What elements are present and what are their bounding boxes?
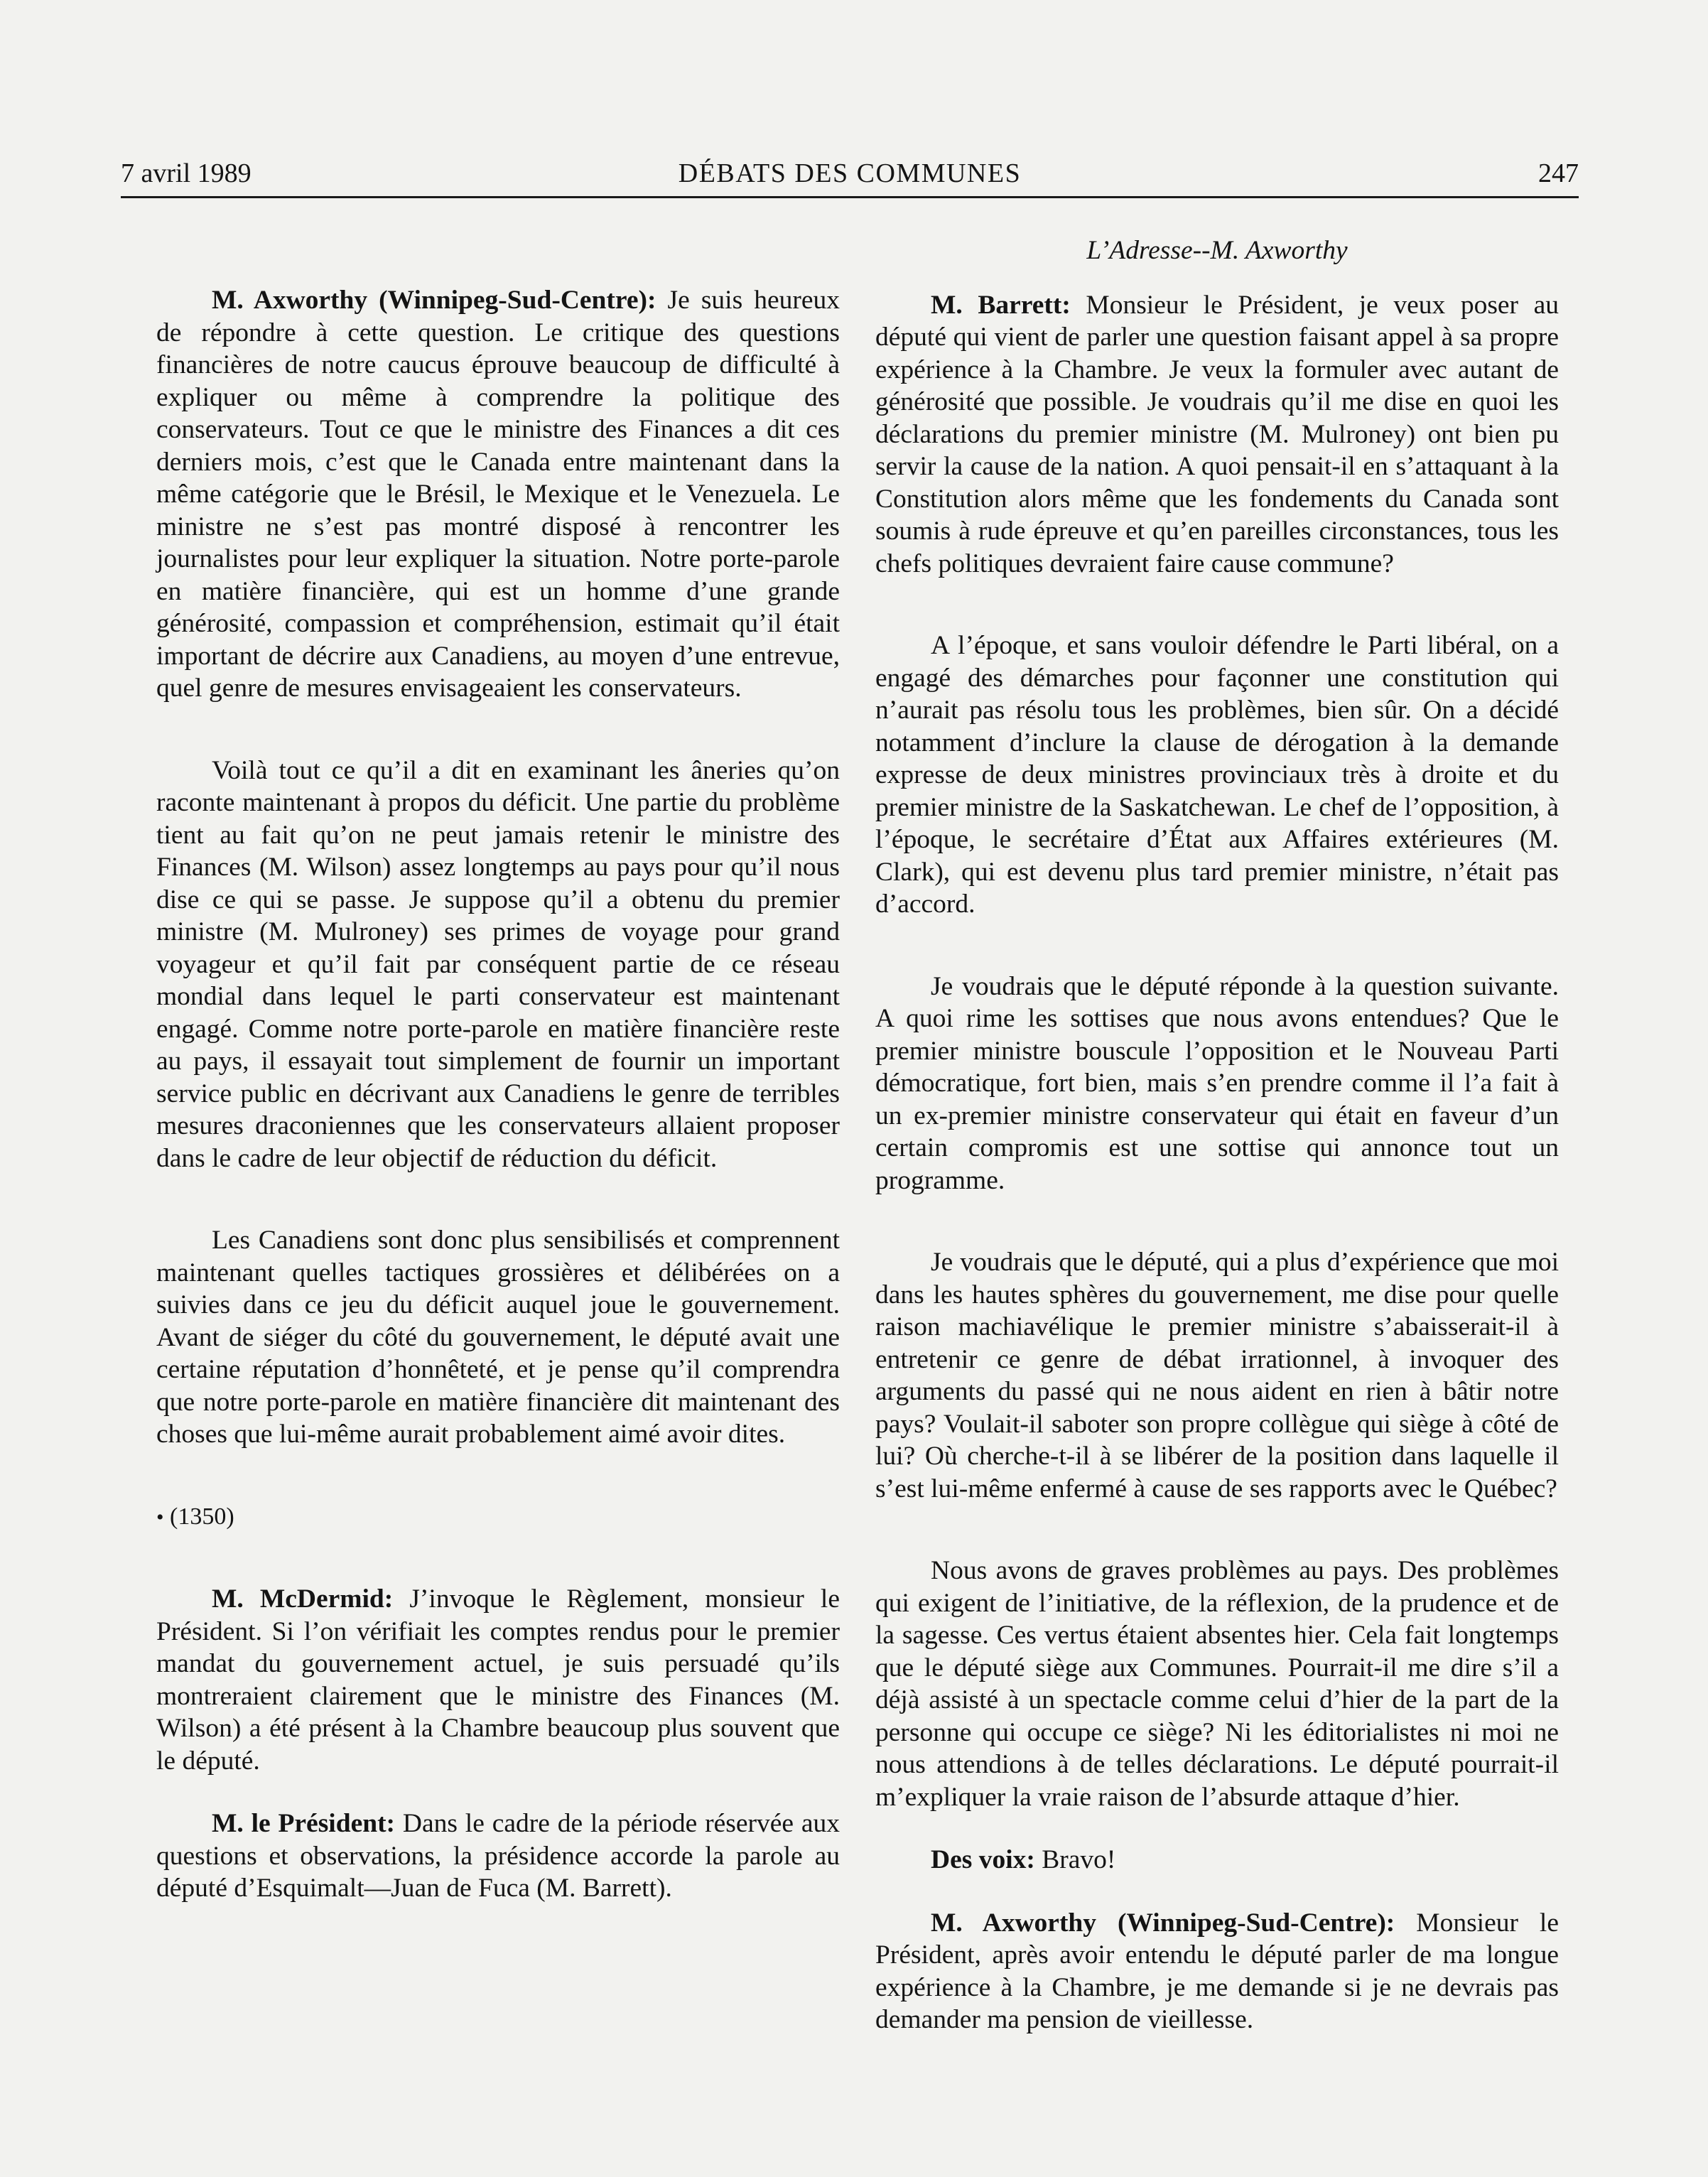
header-page-number: 247 [1538,158,1579,188]
paragraph-text: Monsieur le Président, après avoir entendu le député parler de ma longue expérience à la Chambre, je me demande si je ne devrais pas demander ma pension de vieillesse. [875,1908,1559,2034]
paragraph-axworthy-3 [156,1224,840,1451]
timestamp-time: (1350) [163,1503,234,1530]
timestamp [156,1501,840,1534]
paragraph-text: J’invoque le Règlement, monsieur le Président. Si l’on vérifiait les comptes rendus pour le premier mandat du gouvernement actuel, je suis persuadé qu’ils montreraient clairement que le ministre des Finances (M. Wilson) a été présent à la Chambre beaucoup plus souvent que le député. [156,1584,840,1776]
header-date: 7 avril 1989 [121,158,252,188]
speaker-name: M. Axworthy (Winnipeg-Sud-Centre): [212,286,656,315]
paragraph-axworthy-reply [875,1907,1559,2036]
paragraph-barrett-5 [875,1555,1559,1813]
paragraph-barrett-3 [875,971,1559,1197]
paragraph-mcdermid [156,1583,840,1777]
paragraph-text: Je voudrais que le député réponde à la question suivante. A quoi rime les sottises que nous avons entendues? Que le premier ministre bouscule l’opposition et le Nouveau Parti démocratique, fort bien, mais s’en prendre comme il l’a fait à un ex-premier ministre conservateur qui était en faveur d’un certain compromis est une sottise qui annonce tout un programme. [875,971,1559,1195]
paragraph-president [156,1808,840,1905]
paragraph-barrett-1 [875,289,1559,580]
paragraph-text: Je suis heureux de répondre à cette question. Le critique des questions financières de notre caucus éprouve beaucoup de difficulté à expliquer ou même à comprendre la politique des conservateurs. Tout ce que le ministre des Finances a dit ces derniers mois, c’est que le Canada entre maintenant dans la même catégorie que le Brésil, le Mexique et le Venezuela. Le ministre ne s’est pas montré disposé à rencontrer les journalistes pour leur expliquer la situation. Notre porte-parole en matière financière, qui est un homme d’une grande générosité, compassion et compréhension, estimait qu’il était important de décrire aux Canadiens, au moyen d’une entrevue, quel genre de mesures envisageaient les conservateurs. [156,286,840,703]
paragraph-text: Voilà tout ce qu’il a dit en examinant les âneries qu’on raconte maintenant à propos du déficit. Une partie du problème tient au fait qu’on ne peut jamais retenir le ministre des Finances (M. Wilson) assez longtemps au pays pour qu’il nous dise ce qui se passe. Je suppose qu’il a obtenu du premier ministre (M. Mulroney) ses primes de voyage pour grand voyageur et qu’il fait par conséquent partie de ce réseau mondial dans lequel le parti conservateur est maintenant engagé. Comme notre porte-parole en matière financière reste au pays, il essayait tout simplement de fournir un important service public en décrivant aux Canadiens le genre de terribles mesures draconiennes que les conservateurs allaient proposer dans le cadre de leur objectif de réduction du déficit. [156,755,840,1173]
paragraph-barrett-4 [875,1246,1559,1505]
speaker-name: M. le Président: [212,1809,396,1838]
speaker-name: Des voix: [931,1845,1035,1874]
paragraph-text: A l’époque, et sans vouloir défendre le Parti libéral, on a engagé des démarches pour façonner une constitution qui n’aurait pas résolu tous les problèmes, bien sûr. On a décidé notamment d’inclure la clause de dérogation à la demande expresse de deux ministres provinciaux très à droite et du premier ministre de la Saskatchewan. Le chef de l’opposition, à l’époque, le secrétaire d’État aux Affaires extérieures (M. Clark), qui est devenu plus tard premier ministre, n’était pas d’accord. [875,631,1559,919]
paragraph-axworthy-1 [156,284,840,705]
paragraph-text: Les Canadiens sont donc plus sensibilisés et comprennent maintenant quelles tactiques grossières et délibérées on a suivies dans ce jeu du déficit auquel joue le gouvernement. Avant de siéger du côté du gouvernement, le député avait une certaine réputation d’honnêteté, et je pense qu’il comprendra que notre porte-parole en matière financière dit maintenant des choses que lui-même aurait probablement aimé avoir dites. [156,1226,840,1449]
bullet-icon: • [156,1505,164,1529]
header-rule [121,196,1579,198]
paragraph-text: Je voudrais que le député, qui a plus d’expérience que moi dans les hautes sphères du gouvernement, me dise pour quelle raison machiavélique le premier ministre s’abaisserait-il à entretenir ce genre de débat irrationnel, à invoquer des arguments du passé qui ne nous aident en rien à bâtir notre pays? Voulait-il saboter son propre collègue qui siège à côté de lui? Où cherche-t-il à se libérer de la position dans laquelle il s’est lui-même enfermé à cause de ses rapports avec le Québec? [875,1248,1559,1503]
header-title: DÉBATS DES COMMUNES [678,158,1022,188]
paragraph-text: Monsieur le Président, je veux poser au député qui vient de parler une question faisant appel à sa propre expérience à la Chambre. Je veux la formuler avec autant de générosité que possible. Je voudrais qu’il me dise en quoi les déclarations du premier ministre (M. Mulroney) ont bien pu servir la cause de la nation. A quoi pensait-il en s’attaquant à la Constitution alors même que les fondements du Canada sont soumis à rude épreuve et qu’en pareilles circonstances, tous les chefs politiques devraient faire cause commune? [875,290,1559,578]
speaker-name: M. Barrett: [931,290,1071,320]
page-header [121,156,1579,199]
speaker-name: M. Axworthy (Winnipeg-Sud-Centre): [931,1908,1395,1938]
paragraph-text: Nous avons de graves problèmes au pays. Des problèmes qui exigent de l’initiative, de la réflexion, de la prudence et de la sagesse. Ces vertus étaient absentes hier. Cela fait longtemps que le député siège aux Communes. Pourrait-il me dire s’il a déjà assisté à un spectacle comme celui d’hier de la part de la personne qui occupe ce siège? Ni les éditorialistes ni moi ne nous attendions à de telles déclarations. Le député pourrait-il m’expliquer la vraie raison de l’absurde attaque d’hier. [875,1556,1559,1812]
right-column [875,234,1559,2036]
paragraph-text: Bravo! [1034,1845,1116,1874]
paragraph-axworthy-2 [156,755,840,1175]
speaker-name: M. McDermid: [212,1584,394,1614]
paragraph-text: Dans le cadre de la période réservée aux questions et observations, la présidence accorde la parole au député d’Esquimalt—Juan de Fuca (M. Barrett). [156,1809,840,1903]
paragraph-voices [875,1844,1559,1876]
left-column [156,234,840,1905]
running-title: L’Adresse--M. Axworthy [1086,236,1348,265]
paragraph-barrett-2 [875,630,1559,921]
